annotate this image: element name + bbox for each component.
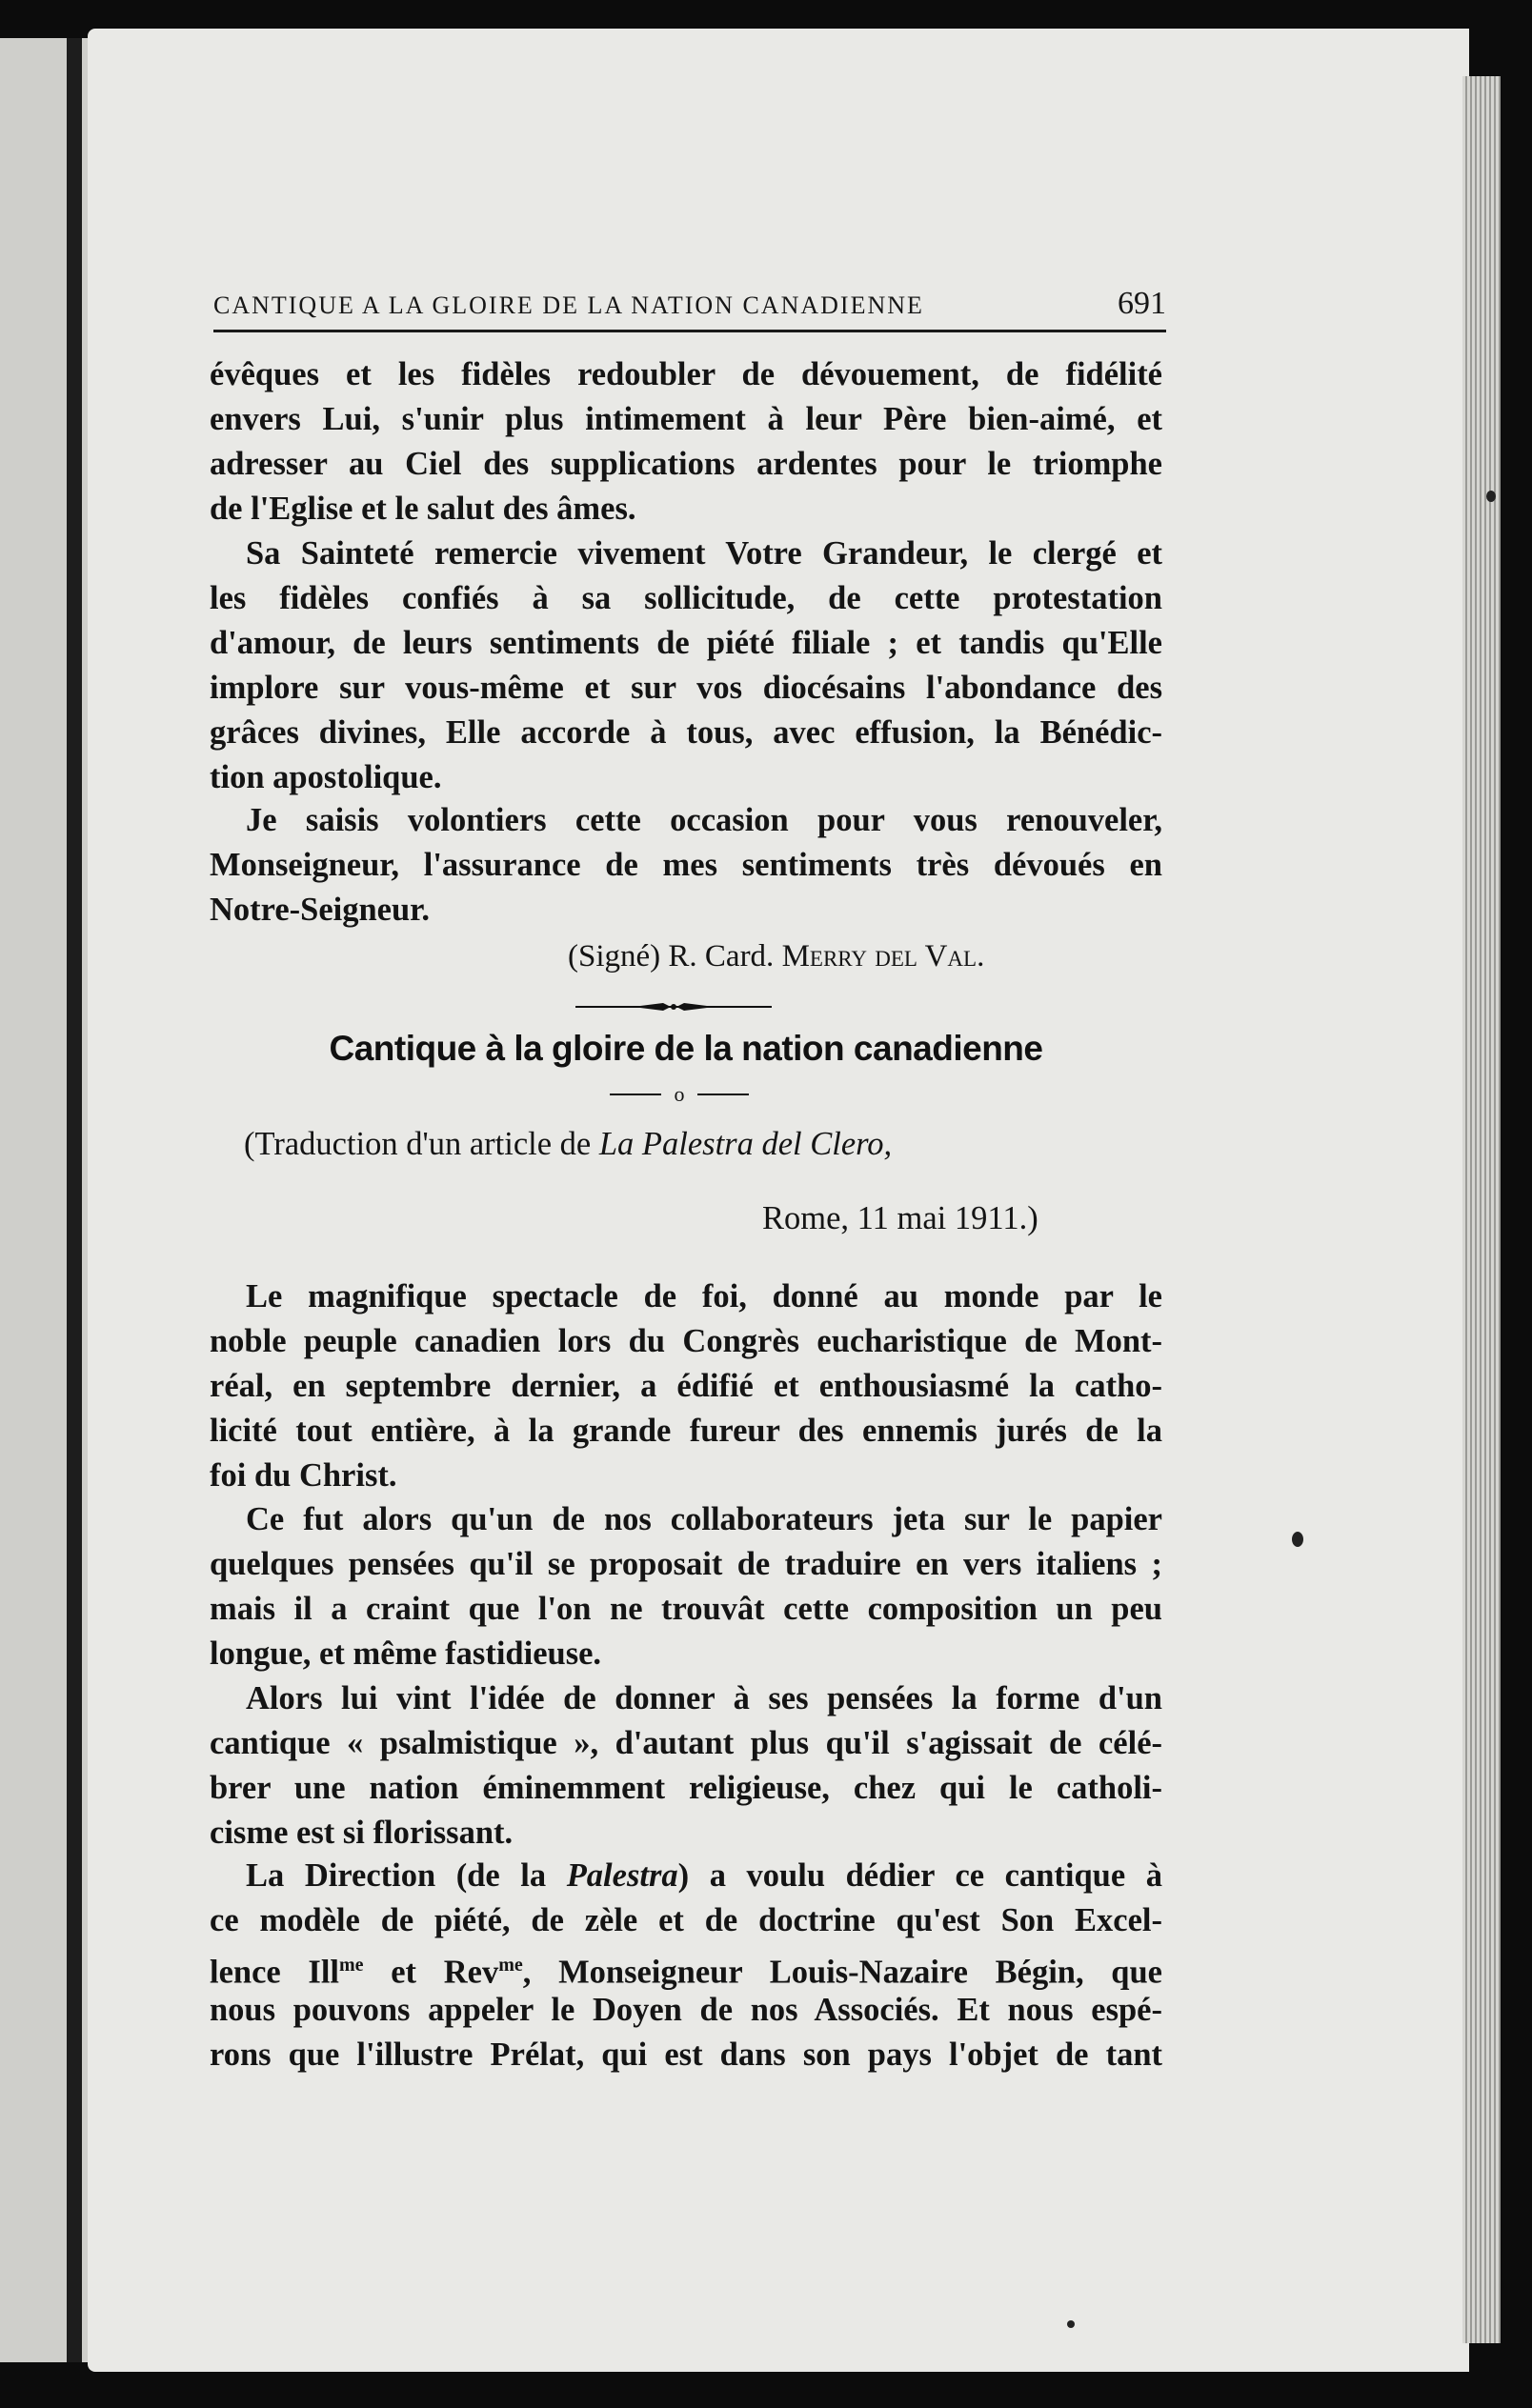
paragraph-closing (210, 798, 1162, 933)
text-line: grâces divines, Elle accorde à tous, avec effusion, la Bénédic- (210, 714, 1162, 751)
text-line: implore sur vous-même et sur vos diocésains l'abondance des (210, 670, 1162, 706)
text-line: foi du Christ. (210, 1457, 397, 1494)
text-line: envers Lui, s'unir plus intimement à leur Père bien-aimé, et (210, 401, 1162, 437)
italic-palestra: Palestra (566, 1857, 678, 1894)
header-rule (213, 330, 1166, 332)
article-subtitle (244, 1126, 892, 1163)
separator-dash (610, 1094, 661, 1095)
article-subtitle-date: Rome, 11 mai 1911.) (762, 1200, 1038, 1236)
text-line: les fidèles confiés à sa sollicitude, de cette protestation (210, 580, 1162, 616)
paragraph-blessing (210, 532, 1162, 800)
text-fragment: et Rev (363, 1954, 499, 1991)
scan-speck (1486, 491, 1496, 502)
running-head (213, 286, 1166, 333)
separator-mark: o (674, 1082, 685, 1106)
text-line: Alors lui vint l'idée de donner à ses pensées la forme d'un (246, 1680, 1162, 1716)
signature-prefix: (Signé) R. Card. (568, 939, 775, 973)
text-line: cisme est si florissant. (210, 1815, 514, 1851)
paragraph-collaborator (210, 1497, 1162, 1676)
text-line: évêques et les fidèles redoubler de dévouement, de fidélité (210, 356, 1162, 392)
text-line: ce modèle de piété, de zèle et de doctrine qu'est Son Excel- (210, 1902, 1162, 1938)
title-separator (610, 1082, 749, 1107)
text-fragment: lence Ill (210, 1954, 339, 1991)
paragraph-psalmistic (210, 1676, 1162, 1856)
text-line: tion apostolique. (210, 759, 442, 795)
subtitle-prefix: (Traduction d'un article de (244, 1126, 599, 1162)
text-line: nous pouvons appeler le Doyen de nos Associés. Et nous espé- (210, 1992, 1162, 2028)
text-line: Notre-Seigneur. (210, 892, 430, 928)
scan-speck (1292, 1532, 1303, 1547)
superscript: me (339, 1955, 364, 1976)
page-number: 691 (1118, 286, 1166, 321)
text-line: noble peuple canadien lors du Congrès eucharistique de Mont- (210, 1323, 1162, 1359)
text-line: Monseigneur, l'assurance de mes sentiments très dévoués en (210, 847, 1162, 883)
text-line: cantique « psalmistique », d'autant plus qu'il s'agissait de célé- (210, 1725, 1162, 1761)
text-line: quelques pensées qu'il se proposait de traduire en vers italiens ; (210, 1546, 1162, 1582)
text-line: Je saisis volontiers cette occasion pour vous renouveler, (246, 802, 1162, 838)
text-line: de l'Eglise et le salut des âmes. (210, 491, 636, 527)
text-line: longue, et même fastidieuse. (210, 1635, 602, 1672)
page-stack-edge (1462, 76, 1501, 2343)
superscript: me (498, 1955, 523, 1976)
running-title: CANTIQUE A LA GLOIRE DE LA NATION CANADIENNE (213, 291, 924, 319)
article-title: Cantique à la gloire de la nation canadienne (329, 1029, 1043, 1068)
separator-dash (697, 1094, 749, 1095)
text-fragment: , Monseigneur Louis-Nazaire Bégin, que (522, 1954, 1162, 1991)
text-line: licité tout entière, à la grande fureur des ennemis jurés de la (210, 1413, 1162, 1449)
text-fragment: ) a voulu dédier ce cantique à (677, 1857, 1162, 1894)
text-line: adresser au Ciel des supplications ardentes pour le triomphe (210, 446, 1162, 482)
subtitle-source: La Palestra del Clero, (598, 1126, 893, 1162)
paragraph-spectacle (210, 1274, 1162, 1498)
text-line: Sa Sainteté remercie vivement Votre Grandeur, le clergé et (246, 535, 1162, 572)
text-line: Le magnifique spectacle de foi, donné au monde par le (246, 1278, 1162, 1314)
ornament-divider (575, 1000, 772, 1013)
text-line: rons que l'illustre Prélat, qui est dans son pays l'objet de tant (210, 2037, 1162, 2073)
text-line: mais il a craint que l'on ne trouvât cette composition un peu (210, 1591, 1162, 1627)
text-line: brer une nation éminemment religieuse, chez qui le catholi- (210, 1770, 1162, 1806)
signature-name: Merry del Val. (781, 939, 985, 973)
text-line: d'amour, de leurs sentiments de piété filiale ; et tandis qu'Elle (210, 625, 1162, 661)
paragraph-dedication (210, 1854, 1162, 2077)
text-line (210, 1943, 1162, 1991)
scan-speck (1067, 2320, 1075, 2328)
signature (568, 939, 984, 974)
letter-continuation (210, 352, 1162, 532)
text-line: Ce fut alors qu'un de nos collaborateurs jeta sur le papier (246, 1501, 1162, 1537)
text-line (210, 1854, 1162, 1898)
text-line: réal, en septembre dernier, a édifié et enthousiasmé la catho- (210, 1368, 1162, 1404)
book-gutter (67, 38, 82, 2362)
text-fragment: La Direction (de la (246, 1857, 567, 1894)
